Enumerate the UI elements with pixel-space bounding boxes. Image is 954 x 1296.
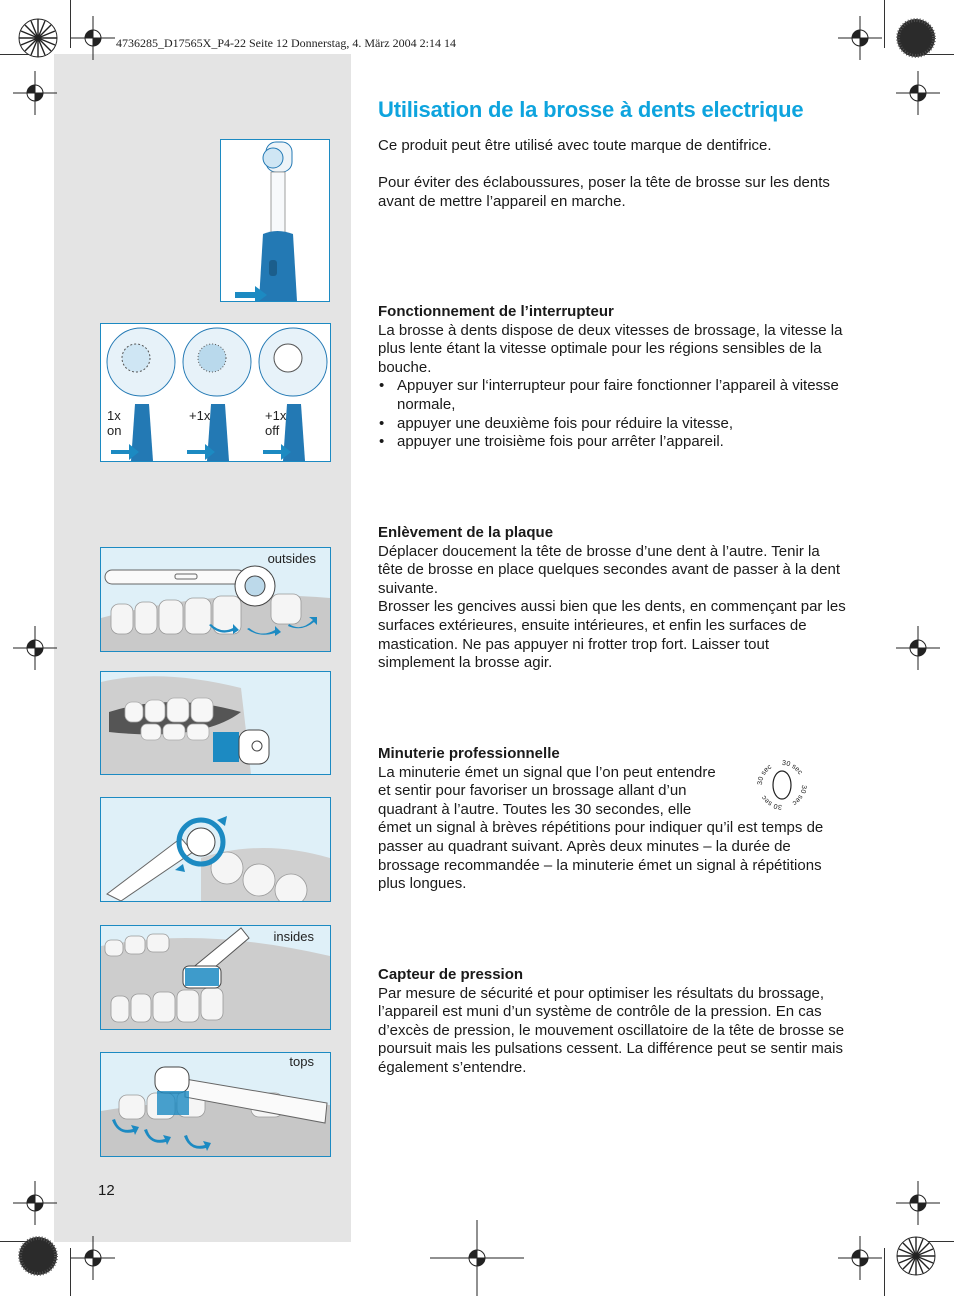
switch-label: [107, 408, 121, 438]
starburst-mark-icon: [18, 18, 58, 58]
switch-figure: [100, 323, 331, 462]
page-title: Utilisation de la brosse à dents electrique: [378, 97, 804, 122]
intro-paragraph: Ce produit peut être utilisé avec toute marque de dentifrice.: [378, 137, 772, 154]
section-heading: Minuterie professionnelle: [378, 745, 560, 762]
bullet-list: [378, 377, 848, 451]
section-heading: Fonctionnement de l’interrupteur: [378, 303, 614, 320]
timer-dial-icon: [754, 757, 810, 813]
list-item: • appuyer une troisième fois pour arrêter l’appareil.: [378, 433, 848, 452]
list-item: • appuyer une deuxième fois pour réduire la vitesse,: [378, 415, 848, 434]
print-info-header: 4736285_D17565X_P4-22 Seite 12 Donnerstag, 4. März 2004 2:14 14: [116, 36, 456, 50]
timer-dial-label: 30 sec: [790, 784, 808, 807]
page-number: 12: [98, 1182, 115, 1199]
plaque-section: [378, 524, 848, 673]
switch-label-line: +1x: [189, 408, 211, 423]
switch-section: [378, 303, 848, 452]
section-heading: Capteur de pression: [378, 966, 524, 983]
section-body: Brosser les gencives aussi bien que les dents, en commençant par les surfaces extérieures, ensuite intérieures, et enfin les surfaces de mastication. Ne pas appuyer ni frotter trop fort. Laisser tout simplement la brosse agir.: [378, 598, 846, 672]
section-body: La brosse à dents dispose de deux vitesses de brossage, la vitesse la plus lente étant la vitesse optimale pour les régions sensibles de la bouche.: [378, 321, 843, 376]
noise-disc-icon: [18, 1236, 58, 1276]
switch-label-line: 1x: [107, 408, 121, 423]
tops-figure: [100, 1052, 331, 1157]
svg-text:30 sec: [782, 760, 804, 777]
svg-text:30 sec: [791, 785, 808, 807]
switch-label: [189, 408, 210, 423]
intro-paragraph: Pour éviter des éclaboussures, poser la tête de brosse sur les dents avant de mettre l’appareil en marche.: [378, 174, 830, 210]
timer-dial-label: 30 sec: [756, 763, 774, 786]
pressure-section: [378, 966, 848, 1078]
section-body: Par mesure de sécurité et pour optimiser les résultats du brossage, l’appareil est muni d’un système de contrôle de la pression. En cas d’excès de pression, le mouvement oscillatoire de la tête de brosse se poursuit mais les pulsations cessent. La différence peut se sentir mais également s’entendre.: [378, 984, 845, 1076]
list-item: • Appuyer sur l‘interrupteur pour faire fonctionner l’appareil à vitesse normale,: [378, 377, 848, 414]
mouth-figure: [100, 671, 331, 775]
outsides-label: outsides: [267, 551, 316, 566]
timer-dial-label: 30 sec: [760, 793, 783, 811]
section-body: émet un signal à brèves répétitions pour indiquer qu’il est temps de passer au quadrant suivant. Après deux minutes – la durée de brossage recommandée – la minuterie émet un signal à répétitions plus longues.: [378, 819, 824, 893]
switch-label-line: +1x: [265, 408, 287, 423]
switch-label-line: on: [107, 423, 122, 438]
svg-text:30 sec: [757, 763, 774, 785]
section-heading: Enlèvement de la plaque: [378, 524, 554, 541]
insides-figure: [100, 925, 331, 1030]
section-body-line: et sentir pour favoriser un brossage allant d’un: [378, 782, 687, 800]
rotation-figure: [100, 797, 331, 902]
tops-label: tops: [289, 1054, 314, 1069]
timer-dial-label: 30 sec: [781, 759, 804, 777]
section-body-line: La minuterie émet un signal que l’on peut entendre: [378, 763, 716, 781]
toothbrush-figure: [220, 139, 330, 302]
section-body: Déplacer doucement la tête de brosse d’une dent à l’autre. Tenir la tête de brosse en place quelques secondes avant de passer à la dent suivante.: [378, 542, 840, 597]
section-body-line: quadrant à l’autre. Toutes les 30 secondes, elle: [378, 800, 692, 818]
switch-label: [265, 408, 286, 438]
noise-disc-icon: [896, 18, 936, 58]
outsides-figure: [100, 547, 331, 652]
starburst-mark-icon: [896, 1236, 936, 1276]
insides-label: insides: [273, 929, 314, 944]
switch-label-line: off: [265, 423, 280, 438]
svg-text:30 sec: [760, 794, 782, 811]
intro-text: [378, 137, 848, 211]
